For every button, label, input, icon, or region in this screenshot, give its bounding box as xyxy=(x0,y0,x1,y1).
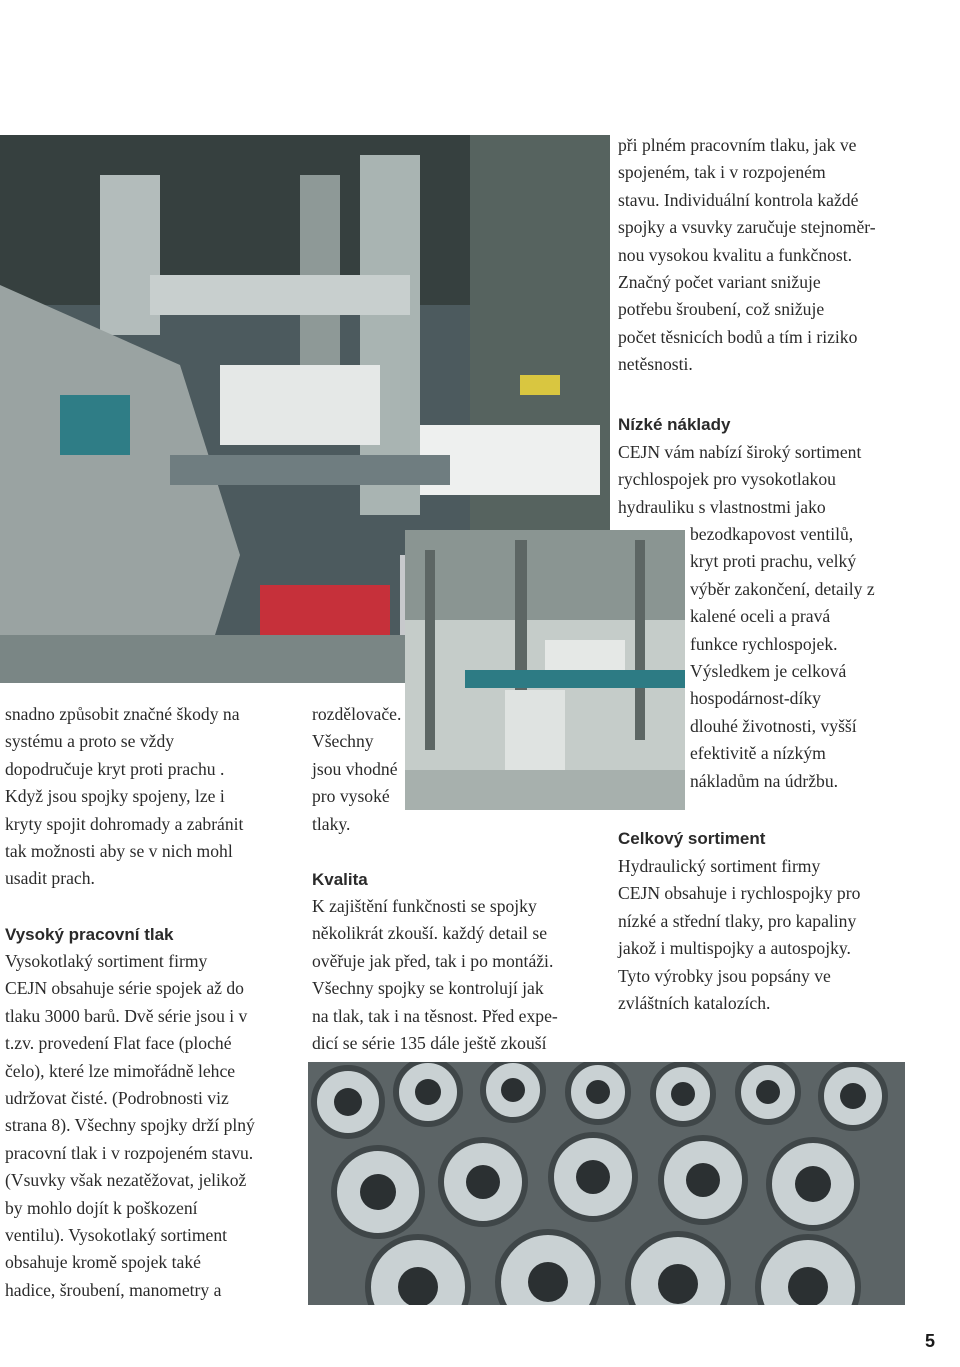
middle-column-narrow-text xyxy=(312,701,401,838)
text-line: nákladům na údržbu. xyxy=(690,770,839,791)
text-line: Všechny xyxy=(312,731,374,752)
text-line: ověřuje jak před, tak i po montáži. xyxy=(312,950,554,971)
text-line: výběr zakončení, detaily z xyxy=(690,578,875,599)
heading-celkovy-sortiment: Celkový sortiment xyxy=(618,829,766,848)
nizke-naklady-text xyxy=(618,439,861,521)
text-line: dopodručuje kryt proti prachu . xyxy=(5,758,225,779)
text-line: funkce rychlospojek. xyxy=(690,633,838,654)
text-line: CEJN vám nabízí široký sortiment xyxy=(618,442,862,462)
text-line: CEJN obsahuje série spojek až do xyxy=(5,978,244,999)
factory-photo-inset xyxy=(405,530,685,810)
text-line: na tlak, tak i na těsnost. Před expe- xyxy=(312,1005,558,1026)
text-line: kalené oceli a pravá xyxy=(690,606,831,627)
text-line: rychlospojek pro vysokotlakou xyxy=(618,469,836,490)
text-line: při plném pracovním tlaku, jak ve xyxy=(618,135,857,155)
middle-column-text xyxy=(312,893,558,1057)
left-column-bottom-text xyxy=(5,948,255,1304)
text-line: pro vysoké xyxy=(312,786,390,807)
text-line: Hydraulický sortiment firmy xyxy=(618,856,821,876)
text-line: netěsnosti. xyxy=(618,354,693,375)
heading-kvalita: Kvalita xyxy=(312,870,368,889)
text-line: hospodárnost-díky xyxy=(690,688,821,709)
left-column-top-text xyxy=(5,701,243,893)
text-line: strana 8). Všechny spojky drží plný xyxy=(5,1115,255,1136)
text-line: dlouhé životnosti, vyšší xyxy=(690,715,857,736)
text-line: (Vsuvky však nezatěžovat, jelikož xyxy=(5,1170,247,1191)
text-line: snadno způsobit značné škody na xyxy=(5,704,240,724)
page-number: 5 xyxy=(925,1331,936,1351)
celkovy-sortiment-text xyxy=(618,853,860,1017)
text-line: Když jsou spojky spojeny, lze i xyxy=(5,786,225,807)
heading-nizke-naklady: Nízké náklady xyxy=(618,415,731,434)
text-line: tlaky. xyxy=(312,813,351,834)
text-line: zvláštních katalozích. xyxy=(618,993,771,1014)
text-line: spojeném, tak i v rozpojeném xyxy=(618,162,826,183)
text-line: udržovat čisté. (Podrobnosti viz xyxy=(5,1088,229,1109)
text-line: hydrauliku s vlastnostmi jako xyxy=(618,496,826,517)
text-line: Tyto výrobky jsou popsány ve xyxy=(618,965,831,986)
text-line: nou vysokou kvalitu a funkčnost. xyxy=(618,244,853,265)
text-line: spojky a vsuvky zaručuje stejnoměr- xyxy=(618,217,876,238)
text-line: efektivitě a nízkým xyxy=(690,743,826,764)
text-line: nízké a střední tlaky, pro kapaliny xyxy=(618,910,857,931)
text-line: hadice, šroubení, manometry a xyxy=(5,1279,222,1300)
text-line: CEJN obsahuje i rychlospojky pro xyxy=(618,883,861,904)
text-line: počet těsnicích bodů a tím i riziko xyxy=(618,326,858,347)
text-line: ventilu). Vysokotlaký sortiment xyxy=(5,1225,228,1246)
text-line: obsahuje kromě spojek také xyxy=(5,1252,201,1273)
text-line: bezodkapovost ventilů, xyxy=(690,524,854,544)
text-line: rozdělovače. xyxy=(312,704,402,724)
text-line: Všechny spojky se kontrolují jak xyxy=(312,978,544,999)
text-line: stavu. Individuální kontrola každé xyxy=(618,189,859,210)
text-line: jakož i multispojky a autospojky. xyxy=(618,938,851,959)
text-line: systému a proto se vždy xyxy=(5,731,175,752)
text-line: by mohlo dojít k poškození xyxy=(5,1197,198,1218)
text-line: několikrát zkouší. každý detail se xyxy=(312,923,547,944)
text-line: tlaku 3000 barů. Dvě série jsou i v xyxy=(5,1005,248,1026)
text-line: dicí se série 135 dále ještě zkouší xyxy=(312,1033,547,1054)
fittings-photo xyxy=(308,1062,905,1305)
text-line: tak možnosti aby se v nich mohl xyxy=(5,841,233,862)
nizke-naklady-text-indented xyxy=(690,521,875,795)
heading-vysoky-pracovni-tlak: Vysoký pracovní tlak xyxy=(5,925,174,944)
text-line: t.zv. provedení Flat face (ploché xyxy=(5,1033,232,1054)
text-line: kryt proti prachu, velký xyxy=(690,551,857,572)
text-line: jsou vhodné xyxy=(312,758,398,779)
text-line: Vysokotlaký sortiment firmy xyxy=(5,951,208,971)
text-line: pracovní tlak i v rozpojeném stavu. xyxy=(5,1142,254,1163)
text-line: kryty spojit dohromady a zabránit xyxy=(5,813,244,834)
text-line: potřebu šroubení, což snižuje xyxy=(618,299,825,320)
text-line: usadit prach. xyxy=(5,868,95,889)
text-line: čelo), které lze mimořádně lehce xyxy=(5,1060,236,1081)
text-line: Značný počet variant snižuje xyxy=(618,272,821,293)
text-line: K zajištění funkčnosti se spojky xyxy=(312,896,537,916)
text-line: Výsledkem je celková xyxy=(690,661,847,682)
right-column-top-text xyxy=(618,132,876,379)
